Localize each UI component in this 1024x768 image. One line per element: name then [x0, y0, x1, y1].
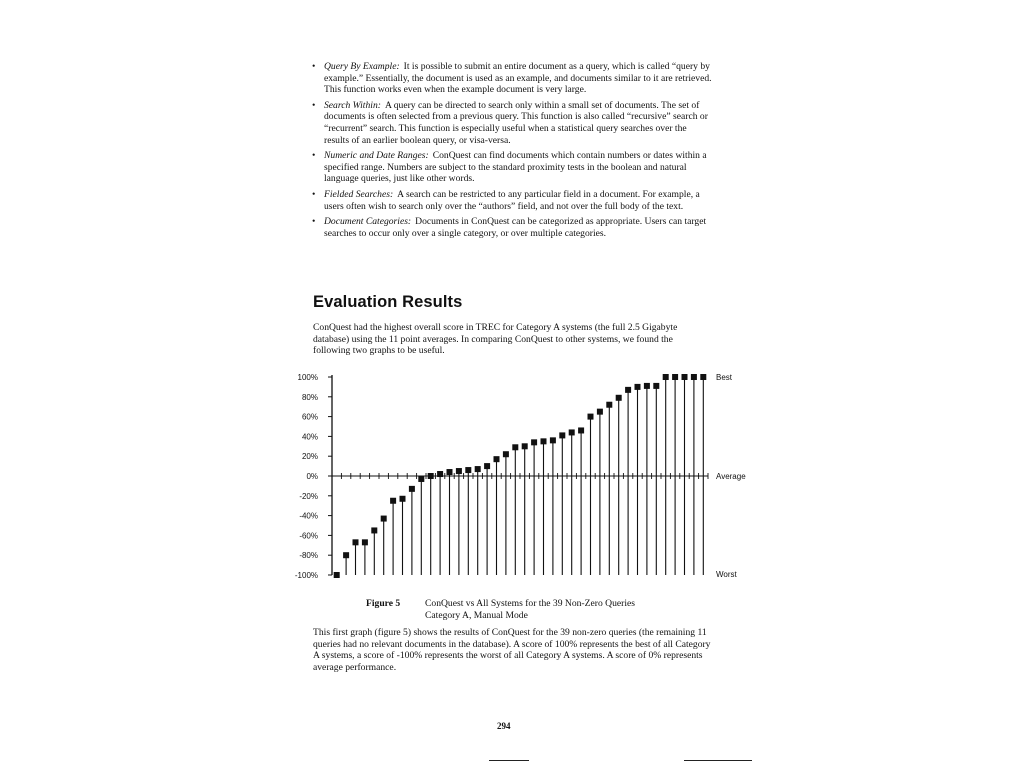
- bullet-text: A search can be restricted to any particular field in a document. For example, a users often wish to search only over the “authors” field, and not over the full body of the text.: [324, 188, 700, 212]
- page-number: 294: [497, 721, 511, 731]
- data-point: [635, 384, 641, 390]
- data-point: [353, 539, 359, 545]
- figure-explanation-paragraph: This first graph (figure 5) shows the results of ConQuest for the 39 non-zero queries (the remaining 11 queries had no relevant documents in the database). A score of 100% represents the best of all Category A systems, a score of -100% represents the worst of all Category A systems. A score of 0% represents average performance.: [313, 627, 711, 673]
- data-point: [625, 387, 631, 393]
- bullet-term: Search Within:: [324, 99, 381, 111]
- data-point: [465, 467, 471, 473]
- data-point: [428, 473, 434, 479]
- right-label-worst: Worst: [716, 570, 737, 579]
- data-point: [616, 395, 622, 401]
- data-point: [682, 374, 688, 380]
- bullet-term: Fielded Searches:: [324, 188, 394, 200]
- data-point: [578, 427, 584, 433]
- bullet-marker: •: [312, 99, 316, 111]
- data-point: [663, 374, 669, 380]
- data-point: [456, 468, 462, 474]
- bullet-term: Query By Example:: [324, 61, 400, 72]
- footer-rule: [684, 760, 752, 761]
- data-point: [672, 374, 678, 380]
- data-point: [644, 383, 650, 389]
- bullet-text: It is possible to submit an entire document as a query, which is called “query by example.” Essentially, the document is used as an example, and documents similar to it are retrieved. This function works even when the example document is very large.: [324, 61, 712, 96]
- y-tick-label: 20%: [301, 452, 318, 462]
- data-point: [418, 476, 424, 482]
- data-point: [475, 466, 481, 472]
- y-tick-label: 0%: [306, 472, 318, 481]
- data-point: [606, 402, 612, 408]
- data-point: [343, 552, 349, 558]
- y-tick-label: 100%: [297, 373, 318, 382]
- y-tick-label: -20%: [299, 491, 318, 501]
- data-point: [447, 469, 453, 475]
- caption-line-1: ConQuest vs All Systems for the 39 Non-Zero Queries: [425, 598, 635, 609]
- figure-label: Figure 5: [366, 598, 401, 609]
- data-point: [512, 444, 518, 450]
- bullet-query-by-example: [312, 61, 712, 96]
- data-point: [400, 496, 406, 502]
- y-tick-label: -60%: [299, 531, 318, 541]
- data-point: [371, 527, 377, 533]
- bullet-text: Documents in ConQuest can be categorized as appropriate. Users can target searches to occur only over a single category, or over multiple categories.: [324, 216, 707, 239]
- bullet-search-within: [312, 100, 712, 146]
- data-point: [559, 432, 565, 438]
- data-point: [494, 456, 500, 462]
- bullet-fielded-searches: [312, 189, 712, 212]
- bullet-text: A query can be directed to search only within a small set of documents. The set of documents is often selected from a previous query. This function is also called “recursive” search or “recurrent” search. This function is especially useful when a statistical query searches over the results of an earlier boolean query, or visa-versa.: [324, 99, 708, 146]
- y-tick-label: -100%: [294, 571, 318, 580]
- bullet-numeric-date-ranges: [312, 150, 712, 185]
- data-point: [550, 437, 556, 443]
- figure-5-chart: [280, 365, 760, 585]
- y-tick-label: 40%: [301, 432, 318, 442]
- bullet-term: Document Categories:: [324, 216, 412, 228]
- data-point: [381, 516, 387, 522]
- caption-line-2: Category A, Manual Mode: [425, 609, 528, 621]
- bullet-marker: •: [312, 216, 316, 228]
- y-tick-label: -80%: [299, 551, 318, 561]
- bullet-term: Numeric and Date Ranges:: [324, 150, 429, 162]
- data-point: [569, 429, 575, 435]
- data-point: [390, 498, 396, 504]
- data-point: [700, 374, 706, 380]
- data-point: [362, 539, 368, 545]
- y-tick-label: 80%: [301, 392, 318, 402]
- bullet-document-categories: [312, 216, 712, 239]
- data-point: [653, 383, 659, 389]
- feature-bullet-list: [312, 61, 712, 243]
- intro-paragraph: ConQuest had the highest overall score in TREC for Category A systems (the full 2.5 Gigabyte database) using the 11 point averages. In comparing ConQuest to other systems, we found the following two graphs to be useful.: [313, 322, 678, 357]
- data-point: [409, 486, 415, 492]
- section-heading: Evaluation Results: [313, 293, 463, 311]
- bullet-text: ConQuest can find documents which contain numbers or dates within a specified range. Numbers are subject to the standard proximity tests in the boolean and natural language queries, just like other words.: [324, 150, 707, 185]
- right-label-average: Average: [716, 472, 746, 481]
- data-point: [691, 374, 697, 380]
- y-tick-label: 60%: [301, 412, 318, 422]
- data-point: [437, 471, 443, 477]
- data-point: [522, 443, 528, 449]
- bullet-marker: •: [312, 150, 316, 162]
- data-point: [531, 439, 537, 445]
- figure-caption-text: [425, 598, 685, 622]
- data-point: [588, 414, 594, 420]
- footer-rule: [489, 760, 529, 761]
- data-point: [597, 409, 603, 415]
- data-point: [484, 463, 490, 469]
- data-point: [503, 451, 509, 457]
- y-tick-label: -40%: [299, 511, 318, 521]
- bullet-marker: •: [312, 188, 316, 200]
- bullet-marker: •: [312, 61, 316, 72]
- data-point: [334, 572, 340, 578]
- data-point: [541, 438, 547, 444]
- right-label-best: Best: [716, 373, 733, 382]
